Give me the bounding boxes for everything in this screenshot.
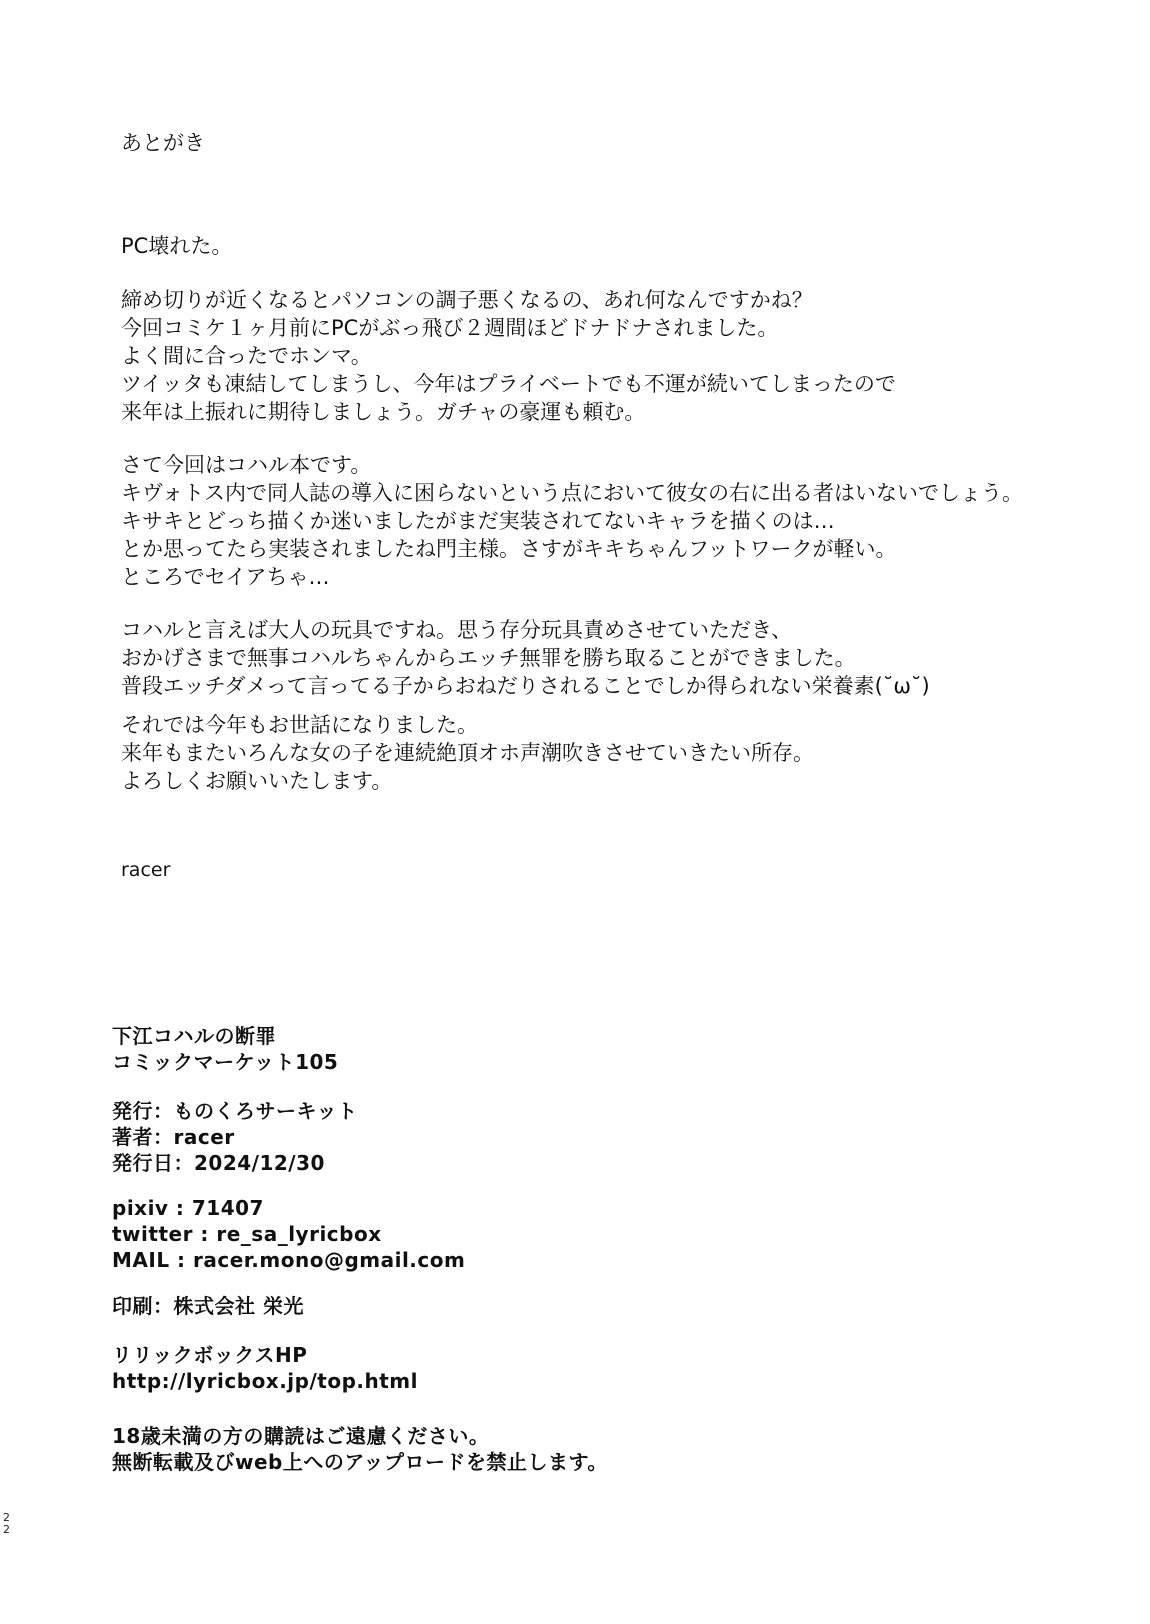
publisher: 発行：ものくろサーキット — [112, 1099, 358, 1123]
afterword-line: PC壊れた。 — [121, 234, 233, 258]
afterword-title: あとがき — [121, 131, 205, 155]
afterword-line: とか思ってたら実装されましたね門主様。さすがキキちゃんフットワークが軽い。 — [121, 537, 897, 561]
afterword-line: ところでセイアちゃ… — [121, 565, 330, 589]
afterword-line: キヴォトス内で同人誌の導入に困らないという点において彼女の右に出る者はいないでしょう。 — [121, 481, 1023, 505]
website-url: http://lyricbox.jp/top.html — [112, 1369, 418, 1393]
colophon-publication-group — [112, 1098, 358, 1176]
colophon-notice-group — [112, 1423, 608, 1475]
colophon-website-group — [112, 1342, 418, 1394]
afterword-paragraph-1 — [121, 232, 232, 260]
website-label: リリックボックスHP — [112, 1343, 308, 1367]
book-title: 下江コハルの断罪 — [112, 1024, 276, 1048]
afterword-line: 来年は上振れに期待しましょう。ガチャの豪運も頼む。 — [121, 400, 646, 424]
afterword-line: 普段エッチダメって言ってる子からおねだりされることでしか得られない栄養素(˘ω˘) — [121, 674, 930, 698]
afterword-line: キサキとどっち描くか迷いましたがまだ実装されてないキャラを描くのは… — [121, 509, 835, 533]
author: 著者：racer — [112, 1125, 235, 1149]
event-name: コミックマーケット105 — [112, 1050, 339, 1074]
age-notice: 18歳未満の方の購読はご遠慮ください。 — [112, 1424, 490, 1448]
afterword-line: 今回コミケ１ヶ月前にPCがぶっ飛び２週間ほどドナドナされました。 — [121, 316, 779, 340]
page-number: 22 — [3, 1511, 10, 1536]
email-address: MAIL : racer.mono@gmail.com — [112, 1248, 466, 1272]
printer: 印刷：株式会社 栄光 — [112, 1294, 304, 1318]
afterword-paragraph-5 — [121, 711, 814, 795]
reprint-notice: 無断転載及びweb上へのアップロードを禁止します。 — [112, 1450, 608, 1474]
afterword-line: おかげさまで無事コハルちゃんからエッチ無罪を勝ち取ることができました。 — [121, 646, 856, 670]
colophon-contact-group — [112, 1195, 465, 1273]
twitter-handle: twitter : re_sa_lyricbox — [112, 1222, 382, 1246]
afterword-line: 来年もまたいろんな女の子を連続絶頂オホ声潮吹きさせていきたい所存。 — [121, 741, 814, 765]
afterword-line: さて今回はコハル本です。 — [121, 453, 372, 477]
afterword-line: よろしくお願いいたします。 — [121, 769, 393, 793]
pixiv-id: pixiv : 71407 — [112, 1196, 264, 1220]
colophon-printer-group — [112, 1293, 304, 1319]
afterword-signature: racer — [121, 859, 171, 881]
colophon-title-group — [112, 1023, 338, 1075]
afterword-paragraph-2 — [121, 286, 896, 426]
afterword-line: コハルと言えば大人の玩具ですね。思う存分玩具責めさせていただき、 — [121, 618, 793, 642]
afterword-paragraph-3 — [121, 451, 1023, 591]
afterword-line: それでは今年もお世話になりました。 — [121, 713, 478, 737]
afterword-section — [121, 128, 1121, 793]
afterword-line: 締め切りが近くなるとパソコンの調子悪くなるの、あれ何なんですかね？ — [121, 288, 813, 312]
afterword-line: よく間に合ったでホンマ。 — [121, 344, 372, 368]
afterword-paragraph-4 — [121, 616, 930, 700]
publish-date: 発行日：2024/12/30 — [112, 1151, 325, 1175]
afterword-line: ツイッタも凍結してしまうし、今年はプライベートでも不運が続いてしまったので — [121, 372, 896, 396]
